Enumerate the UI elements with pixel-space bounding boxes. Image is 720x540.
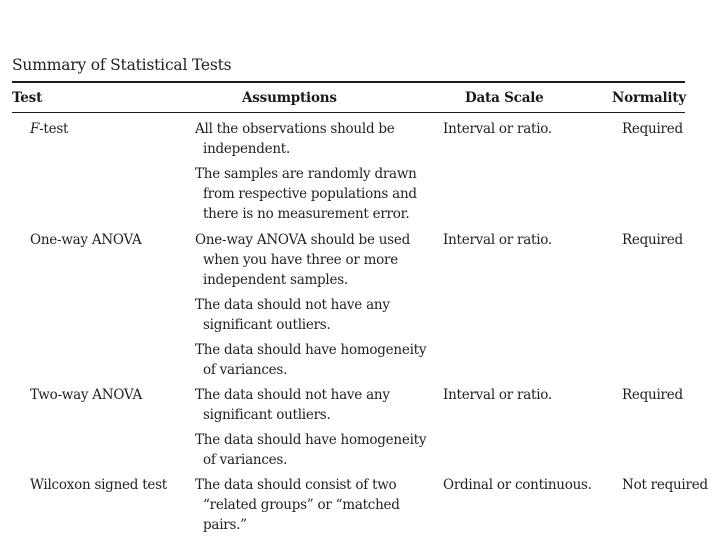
assumption-line: pairs.” xyxy=(203,517,247,533)
row-oneway-assumption-1 xyxy=(195,230,410,290)
assumption-line: The data should have homogeneity xyxy=(195,342,427,358)
assumption-line: The data should not have any xyxy=(195,297,390,313)
row-twoway-test: Two-way ANOVA xyxy=(30,387,143,403)
table-title: Summary of Statistical Tests xyxy=(12,56,232,74)
row-ftest-assumption-1 xyxy=(195,119,395,159)
row-twoway-data-scale: Interval or ratio. xyxy=(443,387,552,403)
test-suffix: -test xyxy=(39,121,69,137)
assumption-line: significant outliers. xyxy=(203,317,331,333)
header-assumptions: Assumptions xyxy=(242,90,337,106)
assumption-line: independent samples. xyxy=(203,272,348,288)
assumption-line: The samples are randomly drawn xyxy=(195,166,417,182)
row-wilcoxon-normality: Not required xyxy=(622,477,708,493)
row-wilcoxon-test: Wilcoxon signed test xyxy=(30,477,167,493)
assumption-line: One-way ANOVA should be used xyxy=(195,232,410,248)
row-ftest-data-scale: Interval or ratio. xyxy=(443,121,552,137)
assumption-line: significant outliers. xyxy=(203,407,331,423)
row-twoway-normality: Required xyxy=(622,387,683,403)
header-rule xyxy=(12,112,685,113)
header-data-scale: Data Scale xyxy=(465,90,544,106)
top-rule xyxy=(12,81,685,83)
row-twoway-assumption-2 xyxy=(195,430,426,470)
assumption-line: The data should have homogeneity xyxy=(195,432,427,448)
header-normality: Normality xyxy=(612,90,687,106)
row-wilcoxon-data-scale: Ordinal or continuous. xyxy=(443,477,592,493)
row-oneway-assumption-3 xyxy=(195,340,426,380)
row-oneway-normality: Required xyxy=(622,232,683,248)
assumption-line: from respective populations and xyxy=(203,186,417,202)
row-ftest-normality: Required xyxy=(622,121,683,137)
row-ftest-assumption-2 xyxy=(195,164,417,224)
assumption-line: there is no measurement error. xyxy=(203,206,410,222)
header-test: Test xyxy=(12,90,43,106)
assumption-line: “related groups” or “matched xyxy=(203,497,400,513)
assumption-line: The data should not have any xyxy=(195,387,390,403)
row-oneway-test: One-way ANOVA xyxy=(30,232,142,248)
assumption-line: of variances. xyxy=(203,452,288,468)
row-oneway-data-scale: Interval or ratio. xyxy=(443,232,552,248)
row-twoway-assumption-1 xyxy=(195,385,390,425)
assumption-line: when you have three or more xyxy=(203,252,398,268)
assumption-line: The data should consist of two xyxy=(195,477,397,493)
row-oneway-assumption-2 xyxy=(195,295,390,335)
assumption-line: All the observations should be xyxy=(195,121,395,137)
row-ftest-test xyxy=(30,119,68,139)
assumption-line: independent. xyxy=(203,141,291,157)
f-letter: F xyxy=(30,121,40,137)
row-wilcoxon-assumption-1 xyxy=(195,475,400,535)
assumption-line: of variances. xyxy=(203,362,288,378)
